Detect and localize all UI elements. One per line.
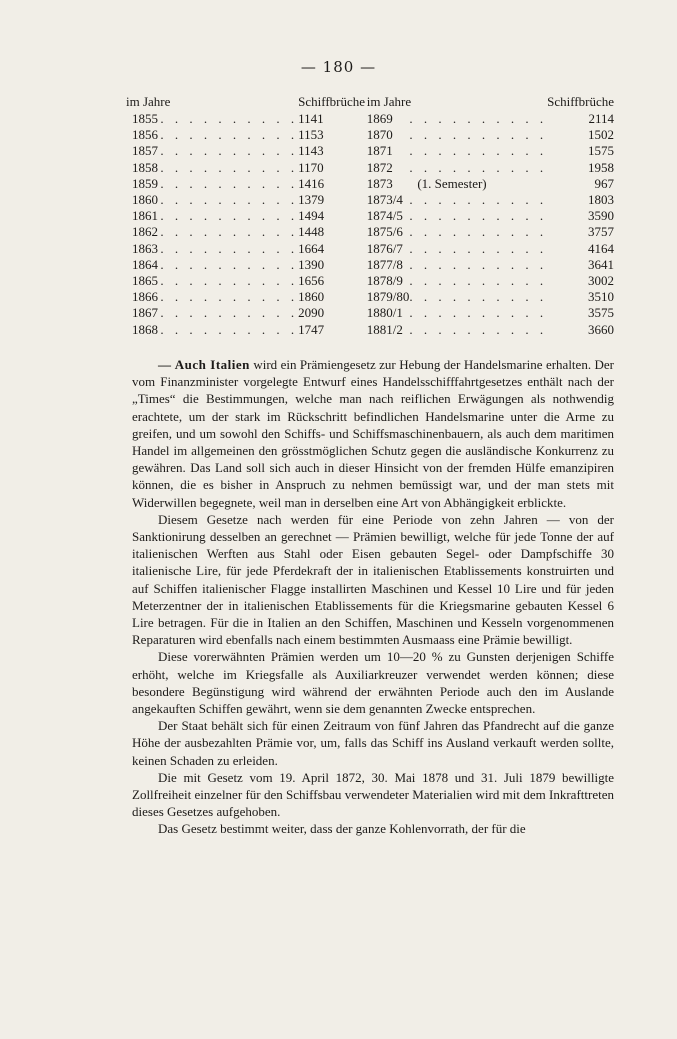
- leader-dots: . . . . . . . . . .: [409, 240, 548, 256]
- leader-dots: . . . . . . . . . .: [160, 111, 299, 126]
- year-right: 1876/7: [366, 240, 403, 256]
- table-row: [126, 176, 614, 192]
- table-row: [126, 160, 614, 176]
- count-right: 1803: [588, 192, 614, 208]
- count-right: 3757: [588, 224, 614, 240]
- year-left: 1857: [132, 143, 158, 159]
- leader-dots: . . . . . . . . . .: [409, 127, 548, 143]
- year-right: 1869: [366, 111, 393, 126]
- year-right: 1874/5: [366, 208, 403, 224]
- count-left: 1416: [298, 175, 325, 191]
- count-left: 1448: [298, 224, 325, 240]
- year-left: 1858: [132, 159, 158, 175]
- table-row: [126, 257, 614, 273]
- count-left: 1141: [298, 111, 324, 126]
- leader-dots: . . . . . . . . . .: [409, 192, 548, 208]
- year-right: 1879/80: [366, 289, 410, 305]
- leader-dots: . . . . . . . . . .: [160, 305, 299, 321]
- year-right: 1877/8: [366, 256, 403, 272]
- table-row: [126, 241, 614, 257]
- year-left: 1864: [132, 256, 158, 272]
- year-right: 1878/9: [366, 273, 403, 289]
- paragraph-1: [132, 356, 614, 511]
- count-left: 1747: [298, 321, 325, 337]
- count-left: 1664: [298, 240, 325, 256]
- leader-dots: . . . . . . . . . .: [160, 208, 299, 224]
- leader-dots: . . . . . . . . . .: [409, 273, 548, 289]
- table-row: [126, 305, 614, 321]
- shipwreck-table: [126, 94, 614, 338]
- table-row: [126, 289, 614, 305]
- header-year-left: im Jahre: [126, 94, 171, 110]
- count-right: 1502: [588, 127, 614, 143]
- table-header-row: [126, 94, 614, 111]
- count-right: 3641: [588, 256, 614, 272]
- year-left: 1865: [132, 273, 158, 289]
- year-right: 1871: [366, 143, 393, 159]
- leader-dots: . . . . . . . . . .: [409, 321, 548, 337]
- count-right: 4164: [588, 240, 614, 256]
- year-left: 1859: [132, 175, 158, 191]
- count-left: 1494: [298, 208, 325, 224]
- leader-dots: . . . . . . . . . .: [160, 321, 299, 337]
- year-left: 1855: [132, 111, 158, 126]
- count-left: 1379: [298, 192, 325, 208]
- count-left: 1170: [298, 159, 324, 175]
- table-row: [126, 127, 614, 143]
- paragraph-5: Die mit Gesetz vom 19. April 1872, 30. Mai 1878 und 31. Juli 1879 bewilligte Zollfreiheit einzelner für den Schiffsbau verwendeter Materialien wird mit dem Inkrafttreten dieses Gesetzes aufgehoben.: [132, 769, 614, 820]
- year-right: 1875/6: [366, 224, 403, 240]
- table-row: [126, 111, 614, 127]
- leader-dots: . . . . . . . . . .: [160, 224, 299, 240]
- header-count-right: Schiffbrüche: [547, 94, 614, 110]
- leader-dots: . . . . . . . . . .: [160, 256, 299, 272]
- year-right: 1870: [366, 127, 393, 143]
- leader-dots: . . . . . . . . . .: [160, 127, 299, 143]
- count-right: 3510: [588, 289, 614, 305]
- count-right: 1575: [588, 143, 614, 159]
- body-text: [132, 356, 614, 838]
- count-right: 1958: [588, 159, 614, 175]
- header-count-left: Schiffbrüche: [298, 94, 366, 110]
- leader-dots: . . . . . . . . . .: [160, 273, 299, 289]
- year-right: 1873: [366, 175, 393, 191]
- count-left: 1153: [298, 127, 324, 143]
- count-left: 1143: [298, 143, 324, 159]
- paragraph-2: Diesem Gesetze nach werden für eine Periode von zehn Jahren — von der Sanktionirung desselben an gerechnet — Prämien bewilligt, welche für jede Tonne der auf italienischen Werften aus Stahl oder Eisen gebauten Segel- oder Dampfschiffe 30 italienische Lire, für jede Pferdekraft der in italienischen Etablissements konstruirten und auf Schiffen italienischer Flagge installirten Maschinen und Kessel 10 Lire und für jeden Meterzentner der in italienischen Etablissements für die Kriegsmarine gebauten Kessel 6 Lire betragen. Für die in Italien an den Schiffen, Maschinen und Kesseln vorgenommenen Reparaturen wird ebenfalls nach einem bestimmten Ausmaass eine Prämie bewilligt.: [132, 511, 614, 648]
- leader-dots: . . . . . . . . . .: [409, 143, 548, 159]
- table-body: [126, 111, 614, 338]
- count-right: 3590: [588, 208, 614, 224]
- leader-dots: . . . . . . . . . .: [160, 159, 299, 175]
- paragraph-6: Das Gesetz bestimmt weiter, dass der ganze Kohlenvorrath, der für die: [158, 821, 526, 837]
- leader-dots: . . . . . . . . . .: [409, 111, 548, 126]
- leader-dots: . . . . . . . . . .: [409, 289, 548, 305]
- leader-dots: . . . . . . . . . .: [160, 289, 299, 305]
- count-right: 3002: [588, 273, 614, 289]
- leader-dots: . . . . . . . . . .: [409, 224, 548, 240]
- table-row: [126, 322, 614, 338]
- count-right: 3575: [588, 305, 614, 321]
- year-left: 1866: [132, 289, 158, 305]
- count-left: 2090: [298, 305, 325, 321]
- table-row: [126, 143, 614, 159]
- semester-note: (1. Semester): [417, 175, 487, 191]
- leader-dots: . . . . . . . . . .: [160, 192, 299, 208]
- year-right: 1873/4: [366, 192, 403, 208]
- year-right: 1872: [366, 159, 393, 175]
- count-right: 3660: [588, 321, 614, 337]
- count-right: 2114: [588, 111, 614, 126]
- year-left: 1860: [132, 192, 158, 208]
- count-left: 1656: [298, 273, 325, 289]
- paragraph-1-text: wird ein Prämiengesetz zur Hebung der Handelsmarine erhalten. Der vom Finanzminister vorgelegte Entwurf eines Handelsschifffahrtgesetzes enthält nach der „Times“ die Bestimmungen, welche man nach reiflichen Erwägungen als nothwendig erachtete, um der stark im Rückschritt befindlichen Handelsmarine unter die Arme zu greifen, und um sowohl den Schiffs- und Schiffsmaschinenbauern, als auch dem maritimen Handel im allgemeinen den grösstmöglichen Schutz gegen die ausländische Konkurrenz zu gewähren. Das Land soll sich auch in dieser Hinsicht von der fremden Hülfe emanzipiren können, die es bisher in Anspruch zu nehmen bemüssigt war, und der man stets mit Widerwillen begegnete, weil man in derselben eine Art von Abhängigkeit erblickte.: [132, 357, 614, 510]
- year-left: 1861: [132, 208, 158, 224]
- year-left: 1868: [132, 321, 158, 337]
- leader-dots: . . . . . . . . . .: [160, 240, 299, 256]
- count-left: 1860: [298, 289, 325, 305]
- table-row: [126, 192, 614, 208]
- table-row: [126, 224, 614, 240]
- year-left: 1862: [132, 224, 158, 240]
- count-left: 1390: [298, 256, 325, 272]
- leader-dots: . . . . . . . . . .: [409, 208, 548, 224]
- paragraph-4: Der Staat behält sich für einen Zeitraum von fünf Jahren das Pfandrecht auf die ganze Höhe der ausbezahlten Prämie vor, um, falls das Schiff ins Ausland verkauft werden sollte, keinen Schaden zu erleiden.: [132, 718, 614, 768]
- year-left: 1867: [132, 305, 158, 321]
- header-year-right: im Jahre: [366, 94, 412, 110]
- table-row: [126, 208, 614, 224]
- leader-dots: . . . . . . . . . .: [409, 305, 548, 321]
- count-right: 967: [594, 175, 614, 191]
- leader-dots: . . . . . . . . . .: [160, 175, 299, 191]
- year-left: 1863: [132, 240, 158, 256]
- year-left: 1856: [132, 127, 158, 143]
- paragraph-3: Diese vorerwähnten Prämien werden um 10—20 % zu Gunsten derjenigen Schiffe erhöht, welche im Kriegsfalle als Auxiliarkreuzer verwendet werden können; diese besondere Begünstigung wird während der erwähnten Periode auch den im Auslande angekauften Schiffen gewährt, wenn sie dem genannten Zwecke entsprechen.: [132, 649, 614, 717]
- page-number: — 180 —: [300, 58, 377, 76]
- leader-dots: . . . . . . . . . .: [409, 159, 548, 175]
- leader-dots: . . . . . . . . . .: [409, 256, 548, 272]
- leader-dots: . . . . . . . . . .: [160, 143, 299, 159]
- lead-phrase: — Auch Italien: [158, 357, 250, 372]
- year-right: 1881/2: [366, 321, 403, 337]
- table-row: [126, 273, 614, 289]
- year-right: 1880/1: [366, 305, 403, 321]
